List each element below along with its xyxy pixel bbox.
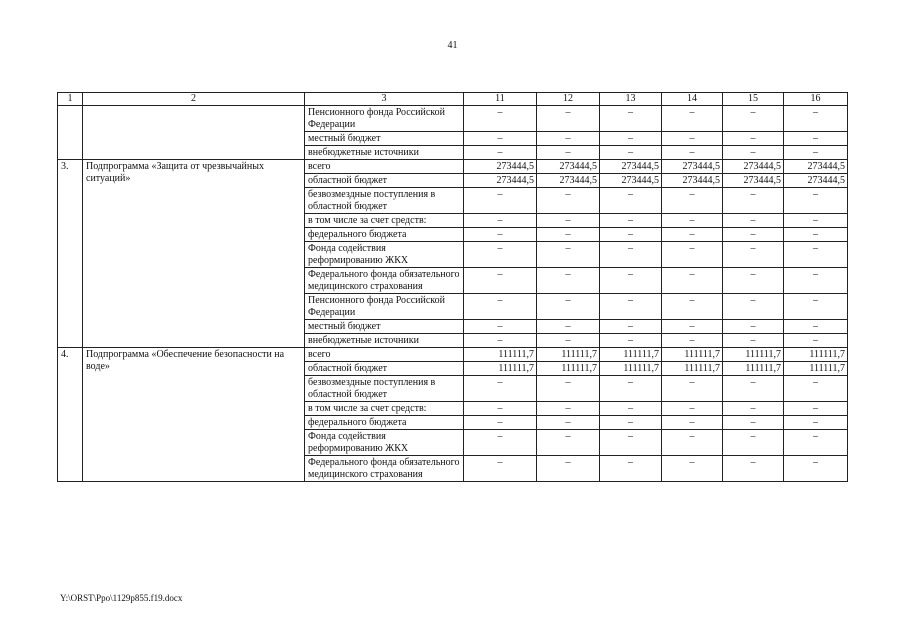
year-value-cell: –: [662, 416, 723, 430]
funding-source: Федерального фонда обязательного медицинского страхования: [305, 456, 464, 482]
year-value-cell: –: [600, 430, 662, 456]
budget-table: [57, 92, 848, 482]
year-value-cell: –: [600, 294, 662, 320]
year-value-cell: –: [464, 334, 537, 348]
year-value-cell: –: [784, 334, 848, 348]
year-value-cell: –: [723, 430, 784, 456]
funding-source: Фонда содействия реформированию ЖКХ: [305, 430, 464, 456]
year-value-cell: –: [537, 430, 600, 456]
year-value-cell: 273444,5: [723, 160, 784, 174]
column-header: 15: [723, 93, 784, 106]
year-value-cell: –: [662, 294, 723, 320]
year-value-cell: –: [600, 456, 662, 482]
column-header: 12: [537, 93, 600, 106]
year-value-cell: 111111,7: [600, 348, 662, 362]
year-value-cell: 111111,7: [723, 362, 784, 376]
year-value-cell: –: [537, 188, 600, 214]
year-value-cell: –: [662, 334, 723, 348]
year-value-cell: –: [662, 188, 723, 214]
year-value-cell: –: [662, 242, 723, 268]
year-value-cell: –: [464, 228, 537, 242]
year-value-cell: –: [662, 132, 723, 146]
subprogram-name: Подпрограмма «Обеспечение безопасности на воде»: [83, 348, 305, 482]
year-value-cell: –: [537, 146, 600, 160]
row-number: 3.: [58, 160, 83, 348]
year-value-cell: –: [464, 132, 537, 146]
year-value-cell: –: [723, 402, 784, 416]
year-value-cell: –: [537, 294, 600, 320]
funding-source: безвозмездные поступления в областной бюджет: [305, 376, 464, 402]
year-value-cell: 273444,5: [464, 160, 537, 174]
year-value-cell: 111111,7: [662, 348, 723, 362]
year-value-cell: –: [662, 430, 723, 456]
year-value-cell: –: [723, 188, 784, 214]
column-header: 13: [600, 93, 662, 106]
year-value-cell: –: [600, 188, 662, 214]
year-value-cell: –: [784, 146, 848, 160]
year-value-cell: 273444,5: [784, 174, 848, 188]
year-value-cell: –: [784, 376, 848, 402]
year-value-cell: –: [537, 132, 600, 146]
funding-source: всего: [305, 160, 464, 174]
year-value-cell: 111111,7: [784, 362, 848, 376]
year-value-cell: –: [464, 188, 537, 214]
year-value-cell: –: [464, 320, 537, 334]
table-row: [58, 348, 848, 362]
funding-source: в том числе за счет средств:: [305, 402, 464, 416]
year-value-cell: –: [464, 214, 537, 228]
year-value-cell: 273444,5: [784, 160, 848, 174]
year-value-cell: –: [723, 214, 784, 228]
year-value-cell: –: [784, 132, 848, 146]
year-value-cell: 273444,5: [600, 174, 662, 188]
year-value-cell: –: [464, 402, 537, 416]
year-value-cell: 273444,5: [662, 174, 723, 188]
table-header-row: [58, 93, 848, 106]
year-value-cell: –: [600, 376, 662, 402]
year-value-cell: –: [784, 214, 848, 228]
year-value-cell: –: [784, 242, 848, 268]
funding-source: федерального бюджета: [305, 416, 464, 430]
year-value-cell: –: [662, 456, 723, 482]
year-value-cell: –: [662, 146, 723, 160]
funding-source: внебюджетные источники: [305, 146, 464, 160]
year-value-cell: 273444,5: [537, 160, 600, 174]
year-value-cell: –: [537, 416, 600, 430]
year-value-cell: –: [723, 268, 784, 294]
year-value-cell: –: [662, 228, 723, 242]
year-value-cell: –: [723, 242, 784, 268]
year-value-cell: –: [723, 320, 784, 334]
column-header: 3: [305, 93, 464, 106]
year-value-cell: 273444,5: [537, 174, 600, 188]
year-value-cell: 111111,7: [537, 348, 600, 362]
year-value-cell: 111111,7: [662, 362, 723, 376]
year-value-cell: –: [723, 294, 784, 320]
year-value-cell: –: [723, 132, 784, 146]
subprogram-name: Подпрограмма «Защита от чрезвычайных ситуаций»: [83, 160, 305, 348]
row-number: 4.: [58, 348, 83, 482]
year-value-cell: –: [784, 106, 848, 132]
year-value-cell: –: [600, 228, 662, 242]
funding-source: местный бюджет: [305, 132, 464, 146]
year-value-cell: –: [784, 294, 848, 320]
year-value-cell: 111111,7: [464, 362, 537, 376]
year-value-cell: –: [662, 268, 723, 294]
year-value-cell: –: [723, 228, 784, 242]
table-row: [58, 160, 848, 174]
year-value-cell: –: [464, 268, 537, 294]
year-value-cell: –: [600, 106, 662, 132]
year-value-cell: –: [784, 268, 848, 294]
year-value-cell: –: [464, 430, 537, 456]
year-value-cell: 111111,7: [600, 362, 662, 376]
year-value-cell: –: [600, 320, 662, 334]
funding-source: Пенсионного фонда Российской Федерации: [305, 106, 464, 132]
year-value-cell: –: [600, 334, 662, 348]
year-value-cell: 111111,7: [537, 362, 600, 376]
year-value-cell: 111111,7: [784, 348, 848, 362]
year-value-cell: –: [464, 416, 537, 430]
funding-source: областной бюджет: [305, 362, 464, 376]
funding-source: местный бюджет: [305, 320, 464, 334]
year-value-cell: 273444,5: [600, 160, 662, 174]
year-value-cell: –: [600, 268, 662, 294]
year-value-cell: –: [537, 456, 600, 482]
year-value-cell: –: [723, 146, 784, 160]
year-value-cell: 273444,5: [723, 174, 784, 188]
year-value-cell: 273444,5: [464, 174, 537, 188]
year-value-cell: –: [723, 334, 784, 348]
year-value-cell: –: [662, 376, 723, 402]
year-value-cell: –: [464, 294, 537, 320]
funding-source: Федерального фонда обязательного медицинского страхования: [305, 268, 464, 294]
year-value-cell: –: [662, 106, 723, 132]
funding-source: областной бюджет: [305, 174, 464, 188]
year-value-cell: –: [662, 214, 723, 228]
year-value-cell: –: [600, 146, 662, 160]
year-value-cell: 111111,7: [464, 348, 537, 362]
year-value-cell: –: [600, 132, 662, 146]
funding-source: Фонда содействия реформированию ЖКХ: [305, 242, 464, 268]
year-value-cell: –: [723, 376, 784, 402]
year-value-cell: –: [464, 242, 537, 268]
column-header: 16: [784, 93, 848, 106]
year-value-cell: –: [784, 456, 848, 482]
column-header: 2: [83, 93, 305, 106]
row-number: [58, 106, 83, 160]
year-value-cell: –: [662, 320, 723, 334]
table-row: [58, 106, 848, 132]
file-path-footer: Y:\ORST\Ppo\1129p855.f19.docx: [60, 593, 183, 603]
year-value-cell: –: [600, 242, 662, 268]
funding-source: в том числе за счет средств:: [305, 214, 464, 228]
funding-source: всего: [305, 348, 464, 362]
year-value-cell: –: [537, 242, 600, 268]
year-value-cell: –: [537, 268, 600, 294]
year-value-cell: –: [537, 214, 600, 228]
year-value-cell: –: [537, 320, 600, 334]
column-header: 14: [662, 93, 723, 106]
year-value-cell: –: [537, 334, 600, 348]
funding-source: безвозмездные поступления в областной бюджет: [305, 188, 464, 214]
funding-source: внебюджетные источники: [305, 334, 464, 348]
year-value-cell: –: [600, 402, 662, 416]
funding-source: федерального бюджета: [305, 228, 464, 242]
column-header: 1: [58, 93, 83, 106]
year-value-cell: –: [662, 402, 723, 416]
year-value-cell: 111111,7: [723, 348, 784, 362]
year-value-cell: –: [784, 228, 848, 242]
year-value-cell: –: [784, 430, 848, 456]
year-value-cell: –: [464, 456, 537, 482]
year-value-cell: –: [537, 402, 600, 416]
year-value-cell: –: [600, 214, 662, 228]
year-value-cell: –: [464, 106, 537, 132]
page-number: 41: [447, 40, 458, 51]
year-value-cell: –: [723, 456, 784, 482]
year-value-cell: –: [537, 106, 600, 132]
subprogram-name: [83, 106, 305, 160]
year-value-cell: –: [784, 416, 848, 430]
year-value-cell: –: [784, 188, 848, 214]
year-value-cell: –: [537, 228, 600, 242]
year-value-cell: –: [537, 376, 600, 402]
year-value-cell: –: [784, 402, 848, 416]
year-value-cell: –: [464, 376, 537, 402]
year-value-cell: –: [723, 106, 784, 132]
year-value-cell: 273444,5: [662, 160, 723, 174]
funding-source: Пенсионного фонда Российской Федерации: [305, 294, 464, 320]
year-value-cell: –: [600, 416, 662, 430]
year-value-cell: –: [723, 416, 784, 430]
year-value-cell: –: [464, 146, 537, 160]
column-header: 11: [464, 93, 537, 106]
year-value-cell: –: [784, 320, 848, 334]
